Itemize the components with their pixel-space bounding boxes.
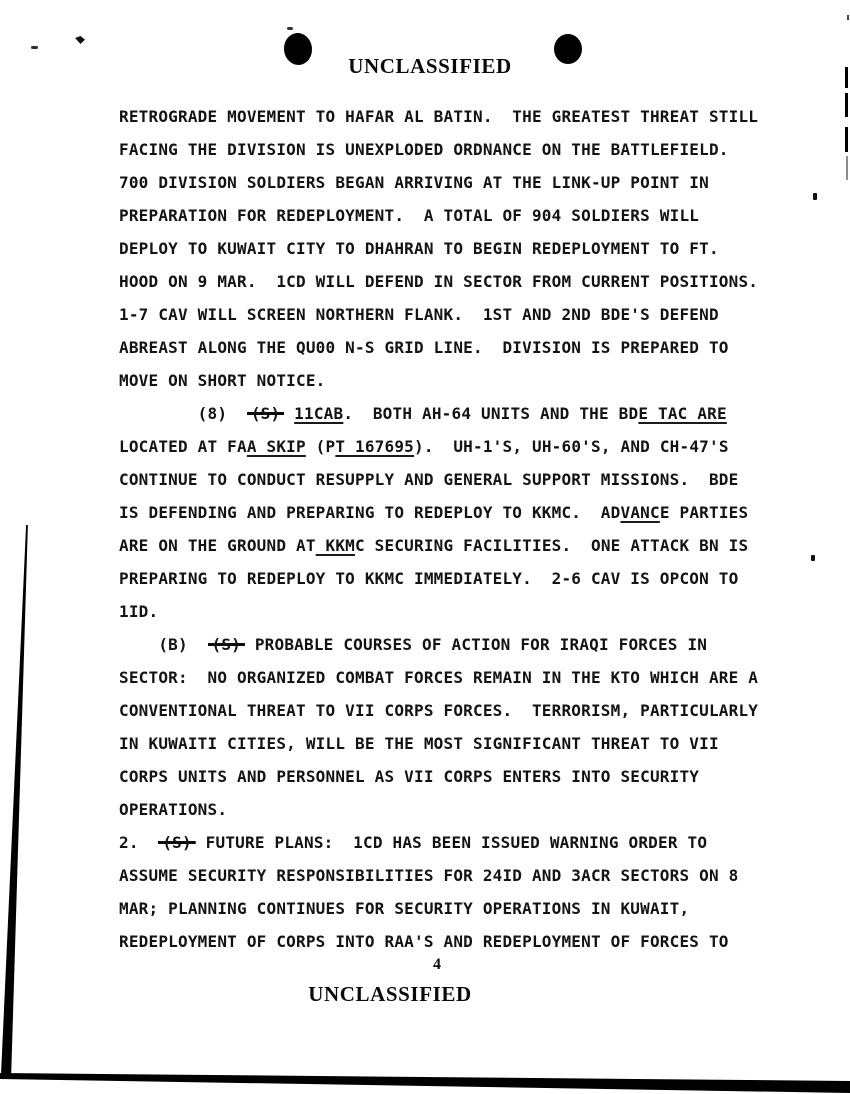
scan-speck <box>813 193 817 200</box>
scan-speck <box>287 27 293 30</box>
text-line: REDEPLOYMENT OF CORPS INTO RAA'S AND REDEPLOYMENT OF FORCES TO <box>119 932 729 951</box>
scan-speck <box>75 36 85 44</box>
scan-edge-mark <box>845 93 848 117</box>
text-line: IN KUWAITI CITIES, WILL BE THE MOST SIGNIFICANT THREAT TO VII <box>119 734 719 753</box>
text-line: (B) (S) PROBABLE COURSES OF ACTION FOR IRAQI FORCES IN <box>119 635 708 654</box>
scan-speck <box>31 46 38 49</box>
text-line: MOVE ON SHORT NOTICE. <box>119 371 326 390</box>
text-line: SECTOR: NO ORGANIZED COMBAT FORCES REMAIN IN THE KTO WHICH ARE A <box>119 668 759 687</box>
underlined-text: VANC <box>620 503 660 522</box>
scan-edge-mark <box>847 15 849 20</box>
underlined-text: T 167695 <box>335 437 414 456</box>
text-line: CORPS UNITS AND PERSONNEL AS VII CORPS ENTERS INTO SECURITY <box>119 767 700 786</box>
text-line: CONVENTIONAL THREAT TO VII CORPS FORCES. TERRORISM, PARTICULARLY <box>119 701 759 720</box>
underlined-text: A SKIP <box>246 437 306 456</box>
text-line: 1-7 CAV WILL SCREEN NORTHERN FLANK. 1ST AND 2ND BDE'S DEFEND <box>119 305 719 324</box>
text-line: DEPLOY TO KUWAIT CITY TO DHAHRAN TO BEGIN REDEPLOYMENT TO FT. <box>119 239 719 258</box>
struck-classification-marking: (S) <box>158 833 196 852</box>
text-line: IS DEFENDING AND PREPARING TO REDEPLOY TO KKMC. ADVANCE PARTIES <box>119 503 749 522</box>
text-line: FACING THE DIVISION IS UNEXPLODED ORDNANCE ON THE BATTLEFIELD. <box>119 140 729 159</box>
underlined-text: KKM <box>315 536 355 555</box>
text-line: CONTINUE TO CONDUCT RESUPPLY AND GENERAL SUPPORT MISSIONS. BDE <box>119 470 739 489</box>
text-line: ASSUME SECURITY RESPONSIBILITIES FOR 24ID AND 3ACR SECTORS ON 8 <box>119 866 739 885</box>
text-line: 1ID. <box>119 602 159 621</box>
text-line: RETROGRADE MOVEMENT TO HAFAR AL BATIN. THE GREATEST THREAT STILL <box>119 107 759 126</box>
struck-classification-marking: (S) <box>247 404 285 423</box>
text-line: ABREAST ALONG THE QU00 N-S GRID LINE. DIVISION IS PREPARED TO <box>119 338 729 357</box>
text-line: 700 DIVISION SOLDIERS BEGAN ARRIVING AT THE LINK-UP POINT IN <box>119 173 709 192</box>
struck-classification-marking: (S) <box>208 635 246 654</box>
text-line: OPERATIONS. <box>119 800 228 819</box>
header-classification: UNCLASSIFIED <box>348 54 512 78</box>
text-line: MAR; PLANNING CONTINUES FOR SECURITY OPERATIONS IN KUWAIT, <box>119 899 690 918</box>
text-line: LOCATED AT FAA SKIP (PT 167695). UH-1'S, UH-60'S, AND CH-47'S <box>119 437 729 456</box>
text-line: PREPARING TO REDEPLOY TO KKMC IMMEDIATELY. 2-6 CAV IS OPCON TO <box>119 569 739 588</box>
underlined-text: 11CAB <box>294 404 344 423</box>
scan-edge-mark <box>846 156 848 180</box>
underlined-text: E TAC ARE <box>638 404 727 423</box>
text-line: (8) (S) 11CAB. BOTH AH-64 UNITS AND THE BDE TAC ARE <box>119 404 727 423</box>
scan-bottom-edge-artifact <box>0 1070 850 1094</box>
text-line: HOOD ON 9 MAR. 1CD WILL DEFEND IN SECTOR FROM CURRENT POSITIONS. <box>119 272 759 291</box>
text-line: PREPARATION FOR REDEPLOYMENT. A TOTAL OF 904 SOLDIERS WILL <box>119 206 700 225</box>
text-line: 2. (S) FUTURE PLANS: 1CD HAS BEEN ISSUED WARNING ORDER TO <box>119 833 708 852</box>
scan-edge-mark <box>845 127 848 152</box>
footer-classification: UNCLASSIFIED <box>308 982 472 1006</box>
scan-edge-mark <box>845 67 848 88</box>
scan-speck <box>811 555 815 561</box>
document-lines <box>119 100 758 958</box>
page-number: 4 <box>433 956 441 973</box>
text-line: ARE ON THE GROUND AT KKMC SECURING FACILITIES. ONE ATTACK BN IS <box>119 536 749 555</box>
